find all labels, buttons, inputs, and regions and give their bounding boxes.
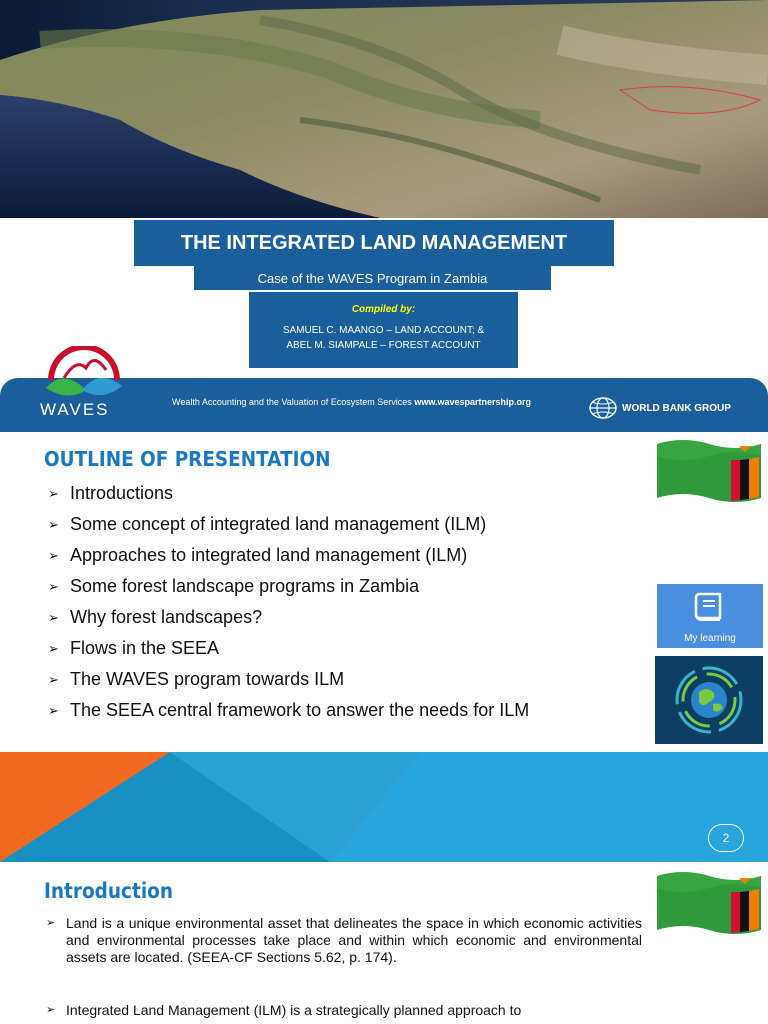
- globe-tile[interactable]: [655, 656, 763, 744]
- compiled-by-box: [249, 292, 518, 368]
- arrow-bullet-icon: ➢: [46, 917, 56, 929]
- intro-paragraph: [46, 915, 642, 966]
- arrow-bullet-icon: ➢: [48, 641, 59, 656]
- book-icon: [690, 590, 730, 626]
- intro-paragraph-text: Land is a unique environmental asset that delineates the space in which economic activities and environmental processes take place and within which economic and environmental assets are located. (SEEA-CF Sections 5.62, p. 174).: [66, 915, 642, 965]
- waves-wordmark: WAVES: [40, 400, 110, 419]
- hero-satellite-image: [0, 0, 768, 218]
- arrow-bullet-icon: ➢: [48, 548, 59, 563]
- arrow-bullet-icon: ➢: [48, 517, 59, 532]
- zambia-flag-icon: [655, 436, 763, 506]
- world-bank-group-logo: [588, 396, 731, 420]
- intro-paragraph: [46, 1002, 642, 1019]
- footer-text: [172, 397, 531, 407]
- author-2: ABEL M. SIAMPALE – FOREST ACCOUNT: [286, 340, 481, 351]
- outline-item-text: Introductions: [70, 483, 174, 503]
- my-learning-tile[interactable]: [657, 584, 763, 648]
- world-bank-group-text: WORLD BANK GROUP: [622, 402, 731, 414]
- world-bank-globe-icon: [588, 396, 618, 420]
- footer-url[interactable]: www.wavespartnership.org: [414, 397, 532, 407]
- outline-item: [48, 666, 529, 697]
- outline-item-text: Why forest landscapes?: [70, 607, 263, 627]
- outline-item-text: Some concept of integrated land management (ILM): [70, 514, 487, 534]
- outline-item: [48, 511, 529, 542]
- slide1-title: THE INTEGRATED LAND MANAGEMENT: [134, 220, 614, 266]
- globe-icon: [655, 656, 763, 744]
- outline-item: [48, 604, 529, 635]
- outline-item-text: The WAVES program towards ILM: [70, 669, 345, 689]
- author-1: SAMUEL C. MAANGO – LAND ACCOUNT; &: [282, 325, 485, 336]
- zambia-flag-icon: [655, 868, 763, 938]
- my-learning-label: My learning: [684, 633, 736, 644]
- outline-item-text: Approaches to integrated land management (ILM): [70, 545, 468, 565]
- introduction-title: Introduction: [44, 879, 174, 903]
- decorative-banner: [0, 752, 768, 862]
- footer-description: Wealth Accounting and the Valuation of Ecosystem Services: [172, 397, 412, 407]
- outline-item: [48, 635, 529, 666]
- outline-list: [48, 480, 529, 728]
- arrow-bullet-icon: ➢: [48, 672, 59, 687]
- arrow-bullet-icon: ➢: [48, 703, 59, 718]
- page-number: 2: [708, 824, 744, 852]
- outline-item: [48, 573, 529, 604]
- outline-item-text: Flows in the SEEA: [70, 638, 220, 658]
- outline-item: [48, 480, 529, 511]
- slide1-subtitle: Case of the WAVES Program in Zambia: [194, 266, 551, 290]
- arrow-bullet-icon: ➢: [48, 486, 59, 501]
- compiled-label: Compiled by:: [351, 304, 416, 315]
- outline-item-text: Some forest landscape programs in Zambia: [70, 576, 420, 596]
- outline-item: [48, 697, 529, 728]
- outline-title: OUTLINE OF PRESENTATION: [44, 447, 331, 471]
- outline-item: [48, 542, 529, 573]
- arrow-bullet-icon: ➢: [46, 1004, 56, 1016]
- arrow-bullet-icon: ➢: [48, 579, 59, 594]
- intro-paragraph-text: Integrated Land Management (ILM) is a strategically planned approach to: [66, 1002, 522, 1018]
- arrow-bullet-icon: ➢: [48, 610, 59, 625]
- outline-item-text: The SEEA central framework to answer the needs for ILM: [70, 700, 530, 720]
